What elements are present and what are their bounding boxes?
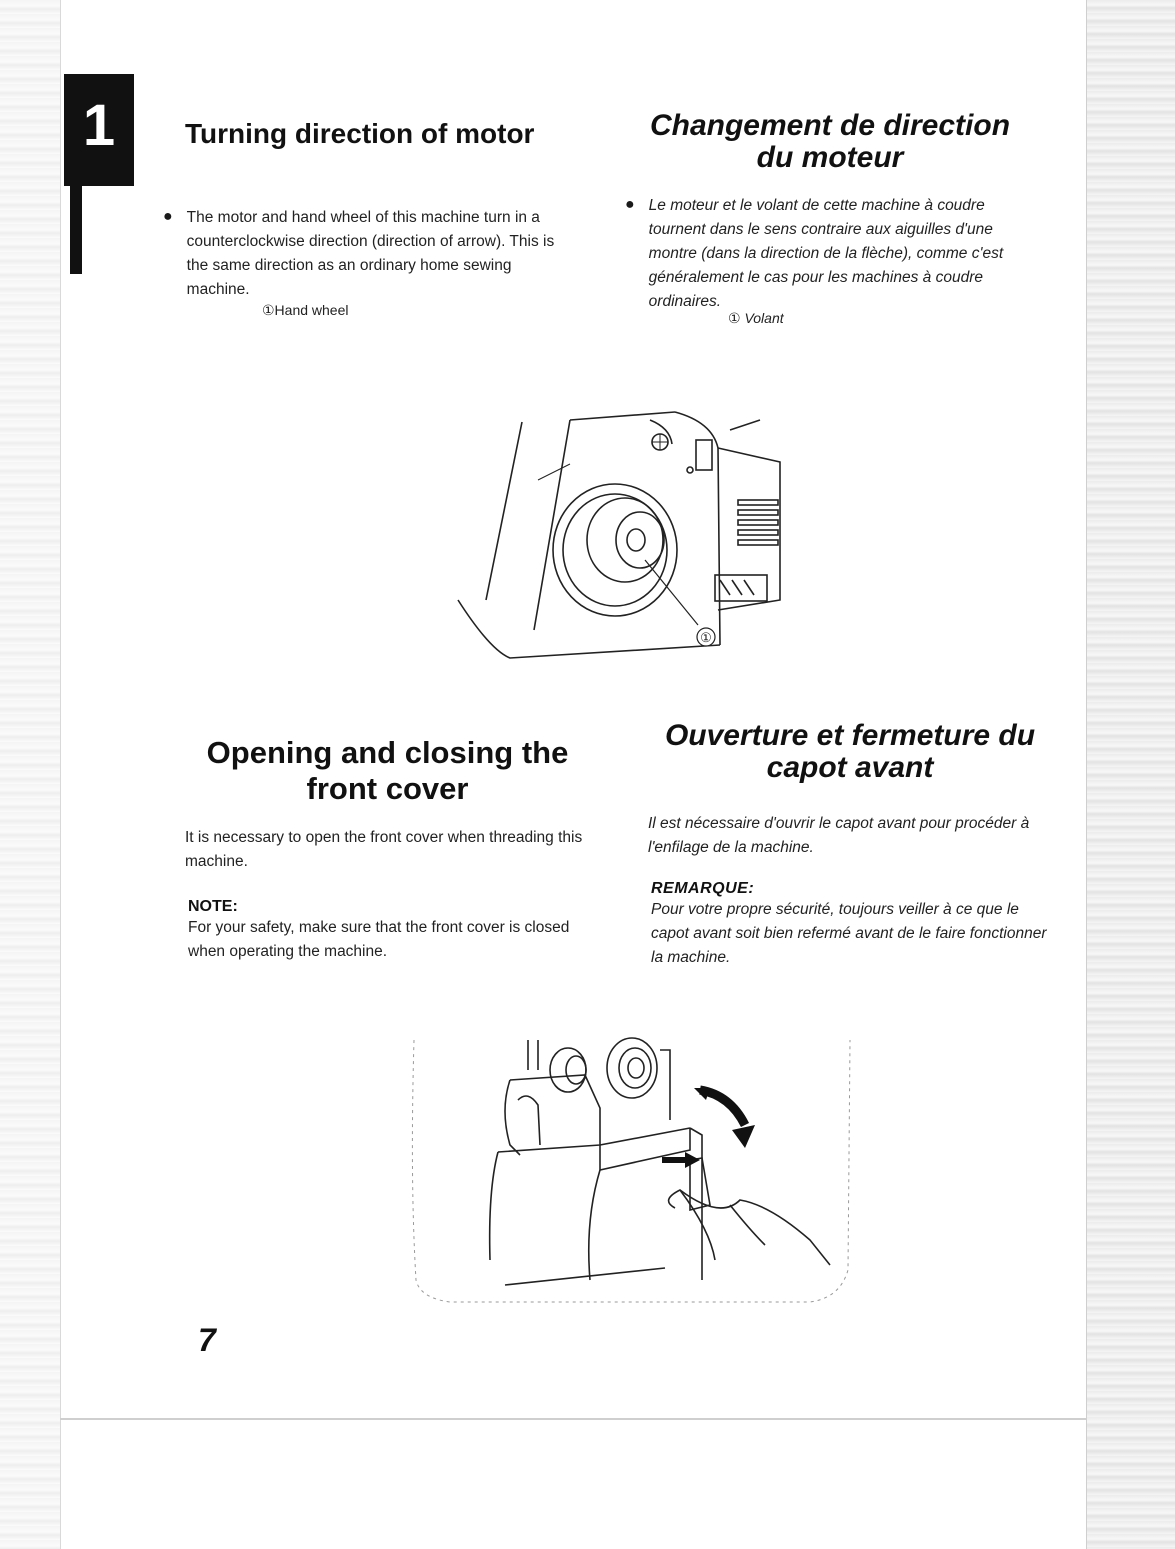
section1-body-fr: Le moteur et le volant de cette machine à coudre tournent dans le sens contraire aux aiguilles d'une montre (dans la direction de la flèche), comme c'est généralement le cas pour les machines à coudre ordinaires. — [648, 197, 1004, 311]
scan-margin-left — [0, 0, 61, 1549]
section1-title-fr-line1: Changement de direction — [649, 109, 1011, 142]
section1-caption-fr: ① Volant — [728, 310, 784, 326]
section1-title-fr — [615, 110, 1045, 173]
section2-title-en — [190, 735, 585, 806]
section2-title-fr-line2: capot avant — [766, 750, 934, 784]
bullet-icon: ● — [625, 196, 635, 213]
section1-body-en: The motor and hand wheel of this machine turn in a counterclockwise direction (direction of arrow). This is the same direction as an ordinary home sewing machine. — [186, 209, 555, 299]
section2-title-en-line2: front cover — [306, 770, 469, 806]
note-body-en: For your safety, make sure that the front cover is closed when operating the machine. — [188, 919, 570, 961]
section2-title-fr — [640, 720, 1060, 783]
chapter-number: 1 — [82, 93, 116, 158]
section2-body-fr: Il est nécessaire d'ouvrir le capot avant pour procéder à l'enfilage de la machine. — [648, 815, 1030, 857]
machine-side-illustration — [450, 400, 810, 670]
section1-caption-en: ①Hand wheel — [262, 302, 349, 318]
note-heading-en: NOTE: — [188, 898, 238, 915]
section2-title-fr-line1: Ouverture et fermeture du — [664, 719, 1036, 752]
section2-note-en — [188, 898, 598, 964]
section2-title-en-line1: Opening and closing the — [206, 735, 569, 770]
section2-body-en: It is necessary to open the front cover when threading this machine. — [185, 829, 583, 871]
front-cover-illustration — [410, 1030, 855, 1310]
page-number: 7 — [198, 1322, 216, 1358]
section2-note-fr — [651, 880, 1051, 970]
section1-title-fr-line2: du moteur — [756, 140, 904, 174]
scan-margin-right — [1086, 0, 1175, 1549]
chapter-tab — [64, 74, 134, 186]
note-heading-fr: REMARQUE: — [651, 880, 755, 897]
section1-bullet-fr — [625, 194, 1045, 314]
callout-1: ① — [700, 630, 712, 645]
bullet-icon: ● — [163, 208, 173, 225]
page-edge — [60, 1418, 1087, 1420]
section1-bullet-en — [163, 206, 583, 302]
note-body-fr: Pour votre propre sécurité, toujours veiller à ce que le capot avant soit bien refermé avant de le faire fonctionner la machine. — [651, 901, 1047, 967]
section1-title-en: Turning direction of motor — [185, 118, 535, 149]
